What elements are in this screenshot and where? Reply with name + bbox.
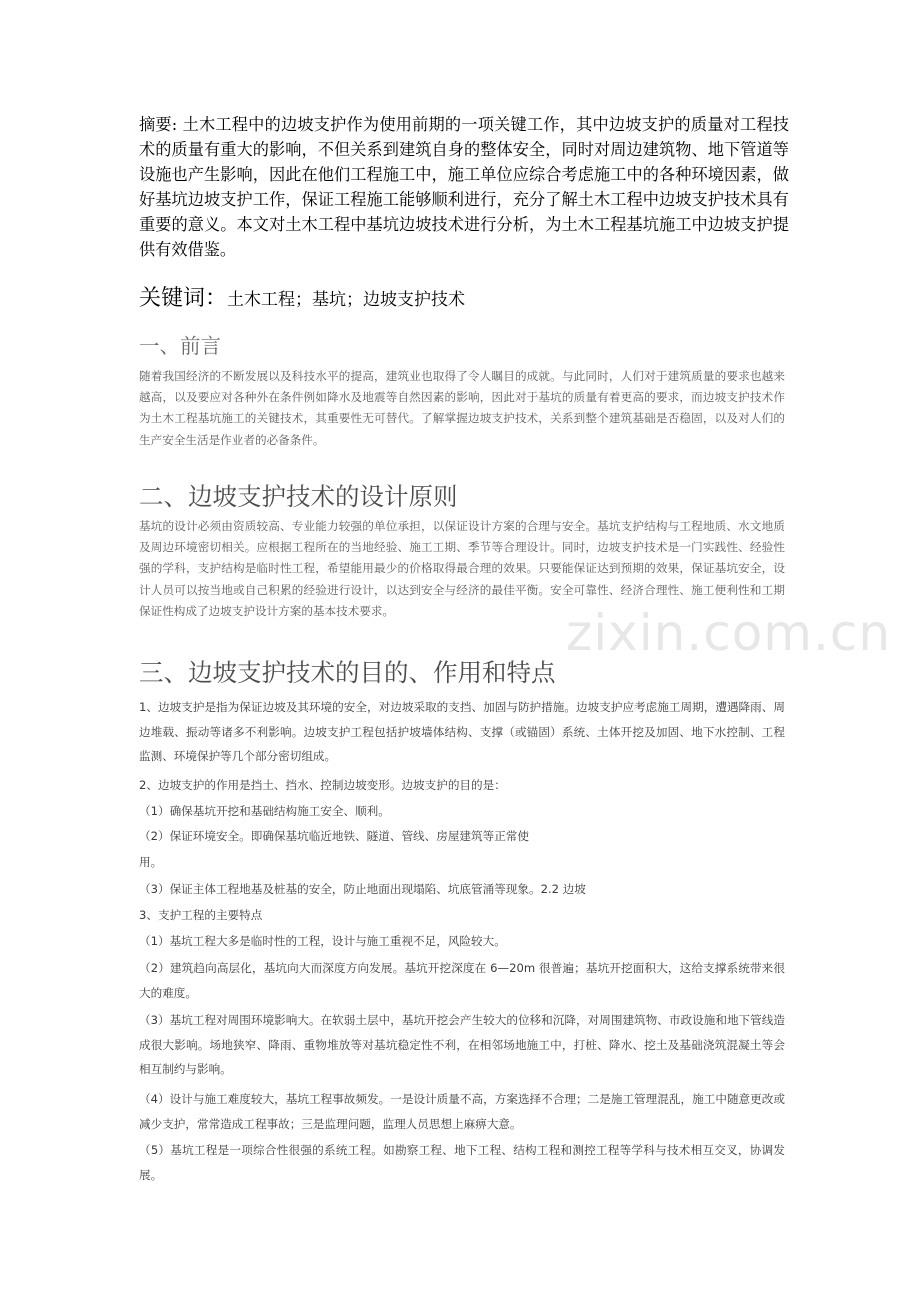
- section-heading-purpose-features: 三、边坡支护技术的目的、作用和特点: [139, 658, 556, 687]
- keywords-line: [139, 281, 465, 312]
- section-heading-preface: 一、前言: [139, 334, 221, 358]
- list-item: （4）设计与施工难度较大，基坑工程事故频发。一是设计质量不高，方案选择不合理；二是施工管理混乱，施工中随意更改或减少支护，常常造成工程事故；三是监理问题，监理人员思想上麻痹大意。: [139, 1092, 785, 1131]
- abstract-paragraph: 摘要: 土木工程中的边坡支护作为使用前期的一项关键工作，其中边坡支护的质量对工程技术的质量有重大的影响，不但关系到建筑自身的整体安全，同时对周边建筑物、地下管道等设施也产生影响，因此在他们工程施工中，施工单位应综合考虑施工中的各种环境因素，做好基坑边坡支护工作，保证工程施工能够顺利进行，充分了解土木工程中边坡支护技术具有重要的意义。本文对土木工程中基坑边坡技术进行分析，为土木工程基坑施工中边坡支护提供有效借鉴。: [139, 115, 789, 259]
- list-item: 3、支护工程的主要特点: [139, 908, 263, 922]
- list-item: （1）基坑工程大多是临时性的工程，设计与施工重视不足，风险较大。: [139, 934, 506, 948]
- keywords-value: 土木工程；基坑；边坡支护技术: [227, 290, 466, 310]
- list-item: （3）基坑工程对周围环境影响大。在软弱土层中，基坑开挖会产生较大的位移和沉降，对周围建筑物、市政设施和地下管线造成很大影响。场地狭窄、降雨、重物堆放等对基坑稳定性不利，在相邻场地施工中，打桩、降水、挖土及基础浇筑混凝土等会相互制约与影响。: [139, 1013, 785, 1076]
- watermark: zixin.com.cn: [566, 604, 892, 662]
- list-item: （3）保证主体工程地基及桩基的安全，防止地面出现塌陷、坑底管涌等现象。2.2 边坡: [139, 882, 586, 896]
- list-item: 2、边坡支护的作用是挡土、挡水、控制边坡变形。边坡支护的目的是：: [139, 778, 506, 792]
- list-item: （1）确保基坑开挖和基础结构施工安全、顺利。: [139, 804, 390, 818]
- section-heading-design-principles: 二、边坡支护技术的设计原则: [139, 482, 458, 511]
- list-item: 1、边坡支护是指为保证边坡及其环境的安全，对边坡采取的支挡、加固与防护措施。边坡支护应考虑施工周期，遭遇降雨、周边堆载、振动等诸多不利影响。边坡支护工程包括护坡墙体结构、支撑（或锚固）系统、土体开挖及加固、地下水控制、工程监测、环境保护等几个部分密切组成。: [139, 700, 785, 763]
- section-body-preface: 随着我国经济的不断发展以及科技水平的提高，建筑业也取得了令人瞩目的成就。与此同时，人们对于建筑质量的要求也越来越高，以及要应对各种外在条件例如降水及地震等自然因素的影响，因此对于基坑的质量有着更高的要求，而边坡支护技术作为土木工程基坑施工的关键技术，其重要性无可替代。了解掌握边坡支护技术，关系到整个建筑基础是否稳固，以及对人们的生产安全生活是作业者的必备条件。: [139, 369, 785, 447]
- list-item: （2）建筑趋向高层化，基坑向大而深度方向发展。基坑开挖深度在 6—20m 很普遍；基坑开挖面积大，这给支撑系统带来很大的难度。: [139, 961, 785, 1000]
- list-item: 用。: [139, 855, 163, 869]
- section-body-design-principles: 基坑的设计必须由资质较高、专业能力较强的单位承担，以保证设计方案的合理与安全。基坑支护结构与工程地质、水文地质及周边环境密切相关。应根据工程所在的当地经验、施工工期、季节等合理设计。同时，边坡支护技术是一门实践性、经验性强的学科，支护结构是临时性工程，希望能用最少的价格取得最合理的效果。只要能保证达到预期的效果，保证基坑安全，设计人员可以按当地或自己积累的经验进行设计，以达到安全与经济的最佳平衡。安全可靠性、经济合理性、施工便利性和工期保证性构成了边坡支护设计方案的基本技术要求。: [139, 519, 785, 618]
- keywords-label: 关键词：: [139, 286, 228, 311]
- list-item: （5）基坑工程是一项综合性很强的系统工程。如勘察工程、地下工程、结构工程和测控工程等学科与技术相互交叉，协调发展。: [139, 1143, 785, 1182]
- list-item: （2）保证环境安全。即确保基坑临近地铁、隧道、管线、房屋建筑等正常使: [139, 829, 529, 843]
